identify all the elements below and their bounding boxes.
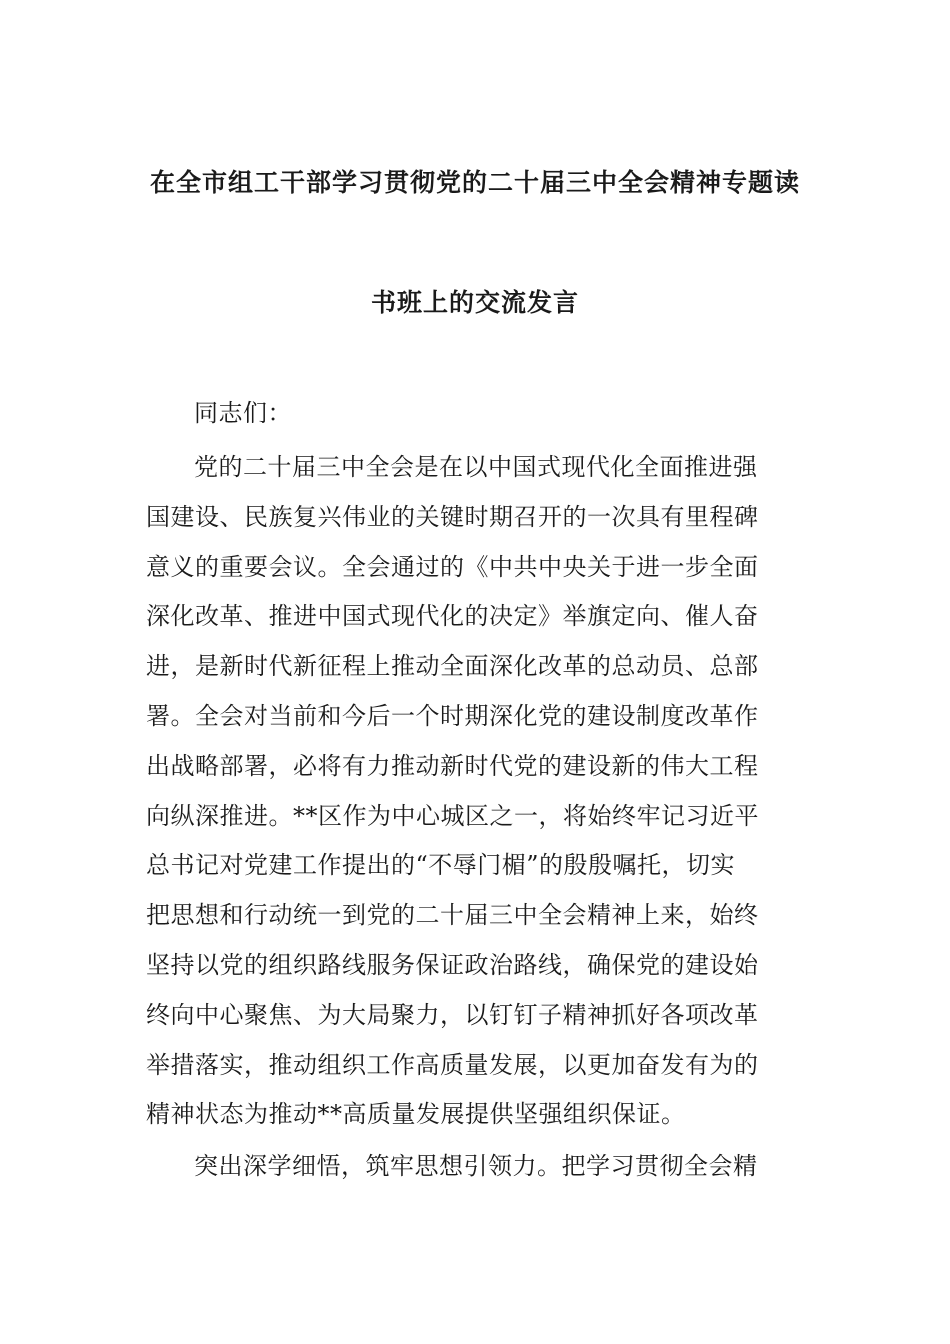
paragraph-line: 终向中心聚焦、为大局聚力，以钉钉子精神抓好各项改革 — [146, 1000, 759, 1029]
document-title-line-1: 在全市组工干部学习贯彻党的二十届三中全会精神专题读 — [149, 168, 800, 197]
paragraph-line: 党的二十届三中全会是在以中国式现代化全面推进强 — [194, 453, 758, 481]
paragraph-line: 意义的重要会议。全会通过的《中共中央关于进一步全面 — [146, 552, 759, 581]
paragraph-line: 进，是新时代新征程上推动全面深化改革的总动员、总部 — [146, 652, 759, 681]
paragraph-line: 坚持以党的组织路线服务保证政治路线，确保党的建设始 — [146, 950, 759, 979]
paragraph-2 — [146, 1142, 806, 1192]
paragraph-line: 精神状态为推动**高质量发展提供坚强组织保证。 — [146, 1100, 686, 1129]
salutation: 同志们： — [194, 399, 292, 427]
paragraph-line: 举措落实，推动组织工作高质量发展，以更加奋发有为的 — [146, 1050, 759, 1079]
paragraph-line: 把思想和行动统一到党的二十届三中全会精神上来，始终 — [146, 901, 759, 930]
paragraph-line: 突出深学细悟，筑牢思想引领力。把学习贯彻全会精 — [194, 1152, 758, 1180]
paragraph-line: 出战略部署，必将有力推动新时代党的建设新的伟大工程 — [146, 751, 759, 780]
paragraph-line: 国建设、民族复兴伟业的关键时期召开的一次具有里程碑 — [146, 502, 759, 531]
paragraph-line: 署。全会对当前和今后一个时期深化党的建设制度改革作 — [146, 701, 759, 730]
paragraph-line: 深化改革、推进中国式现代化的决定》举旗定向、催人奋 — [146, 602, 759, 631]
paragraph-1 — [146, 443, 806, 1140]
paragraph-line: 总书记对党建工作提出的“不辱门楣”的殷殷嘱托，切实 — [146, 851, 736, 880]
paragraph-line: 向纵深推进。**区作为中心城区之一，将始终牢记习近平 — [146, 801, 759, 830]
document-title-line-2: 书班上的交流发言 — [370, 288, 579, 317]
